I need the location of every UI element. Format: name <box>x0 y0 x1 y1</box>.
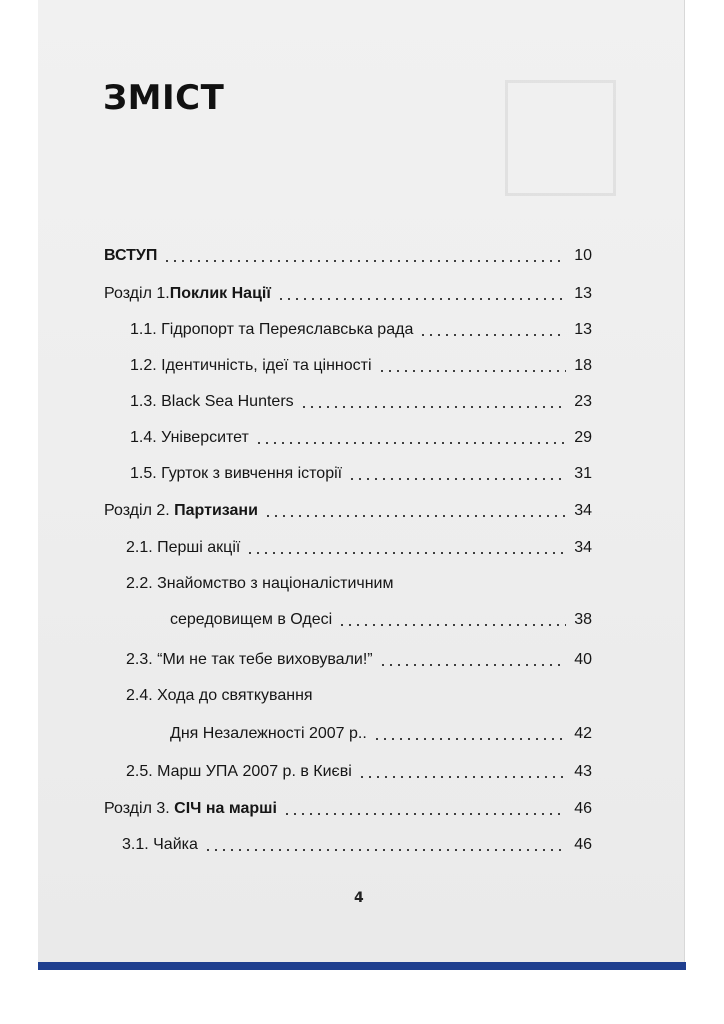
dot-leader <box>379 664 566 666</box>
toc-entry-1-5 <box>130 458 592 484</box>
dot-leader <box>300 406 566 408</box>
toc-entry-label: середовищем в Одесі <box>170 611 333 628</box>
toc-page-number: 43 <box>574 763 592 780</box>
toc-entry-1-3 <box>130 386 592 412</box>
toc-entry-label: 1.4. Університет <box>130 429 249 446</box>
dot-leader <box>378 370 566 372</box>
toc-entry-2-2-line1: 2.2. Знайомство з націоналістичним <box>126 575 394 592</box>
toc-entry-3-1 <box>122 829 592 855</box>
dot-leader <box>264 515 566 517</box>
dot-leader <box>246 552 566 554</box>
dot-leader <box>283 813 566 815</box>
toc-entry-2-2 <box>170 604 592 630</box>
toc-page-number: 13 <box>574 285 592 302</box>
toc-entry-label: 1.2. Ідентичність, ідеї та цінності <box>130 357 372 374</box>
dot-leader <box>255 442 566 444</box>
toc-entry-chapter-1 <box>104 278 592 304</box>
toc-entry-chapter-3 <box>104 793 592 819</box>
toc-page-number: 29 <box>574 429 592 446</box>
toc-entry-intro <box>104 240 592 266</box>
dot-leader <box>163 260 566 262</box>
toc-entry-1-4 <box>130 422 592 448</box>
toc-entry-2-4 <box>170 718 592 744</box>
dot-leader <box>358 776 566 778</box>
toc-entry-label: ВСТУП <box>104 247 158 264</box>
chapter-prefix: Розділ 2. <box>104 502 175 519</box>
toc-page-number: 46 <box>574 800 592 817</box>
toc-page-number: 46 <box>574 836 592 853</box>
page-title: ЗМІСТ <box>103 78 225 118</box>
toc-page-number: 42 <box>574 725 592 742</box>
toc-entry-label: 3.1. Чайка <box>122 836 198 853</box>
chapter-title: СІЧ на марші <box>174 800 277 817</box>
toc-page-number: 34 <box>574 502 592 519</box>
toc-page-number: 38 <box>574 611 592 628</box>
dot-leader <box>204 849 566 851</box>
cover-edge <box>38 962 686 970</box>
chapter-prefix: Розділ 1. <box>104 285 170 302</box>
toc-page-number: 31 <box>574 465 592 482</box>
chapter-title: Партизани <box>174 502 258 519</box>
toc-entry-2-5 <box>126 756 592 782</box>
toc-page-number: 34 <box>574 539 592 556</box>
toc-page-number: 23 <box>574 393 592 410</box>
toc-entry-label: 2.1. Перші акції <box>126 539 241 556</box>
toc-entry-label: 1.1. Гідропорт та Переяславська рада <box>130 321 414 338</box>
toc-entry-label: 1.3. Black Sea Hunters <box>130 393 294 410</box>
toc-entry-label: 2.5. Марш УПА 2007 р. в Києві <box>126 763 352 780</box>
toc-entry-2-3 <box>126 644 592 670</box>
dot-leader <box>373 738 566 740</box>
page-number: 4 <box>354 890 364 906</box>
toc-page-number: 40 <box>574 651 592 668</box>
chapter-prefix: Розділ 3. <box>104 800 175 817</box>
toc-page-number: 10 <box>574 247 592 264</box>
toc-entry-2-1 <box>126 532 592 558</box>
toc-entry-chapter-2 <box>104 495 592 521</box>
toc-page-number: 18 <box>574 357 592 374</box>
toc-entry-2-4-line1: 2.4. Хода до святкування <box>126 687 313 704</box>
toc-entry-1-2 <box>130 350 592 376</box>
toc-entry-label: Дня Незалежності 2007 р.. <box>170 725 367 742</box>
dot-leader <box>277 298 566 300</box>
toc-entry-label: 1.5. Гурток з вивчення історії <box>130 465 343 482</box>
dot-leader <box>419 334 566 336</box>
toc-entry-label: 2.3. “Ми не так тебе виховували!” <box>126 651 373 668</box>
toc-entry-1-1 <box>130 314 592 340</box>
dot-leader <box>348 478 566 480</box>
toc-page-number: 13 <box>574 321 592 338</box>
chapter-title: Поклик Нації <box>169 285 271 302</box>
dot-leader <box>338 624 566 626</box>
